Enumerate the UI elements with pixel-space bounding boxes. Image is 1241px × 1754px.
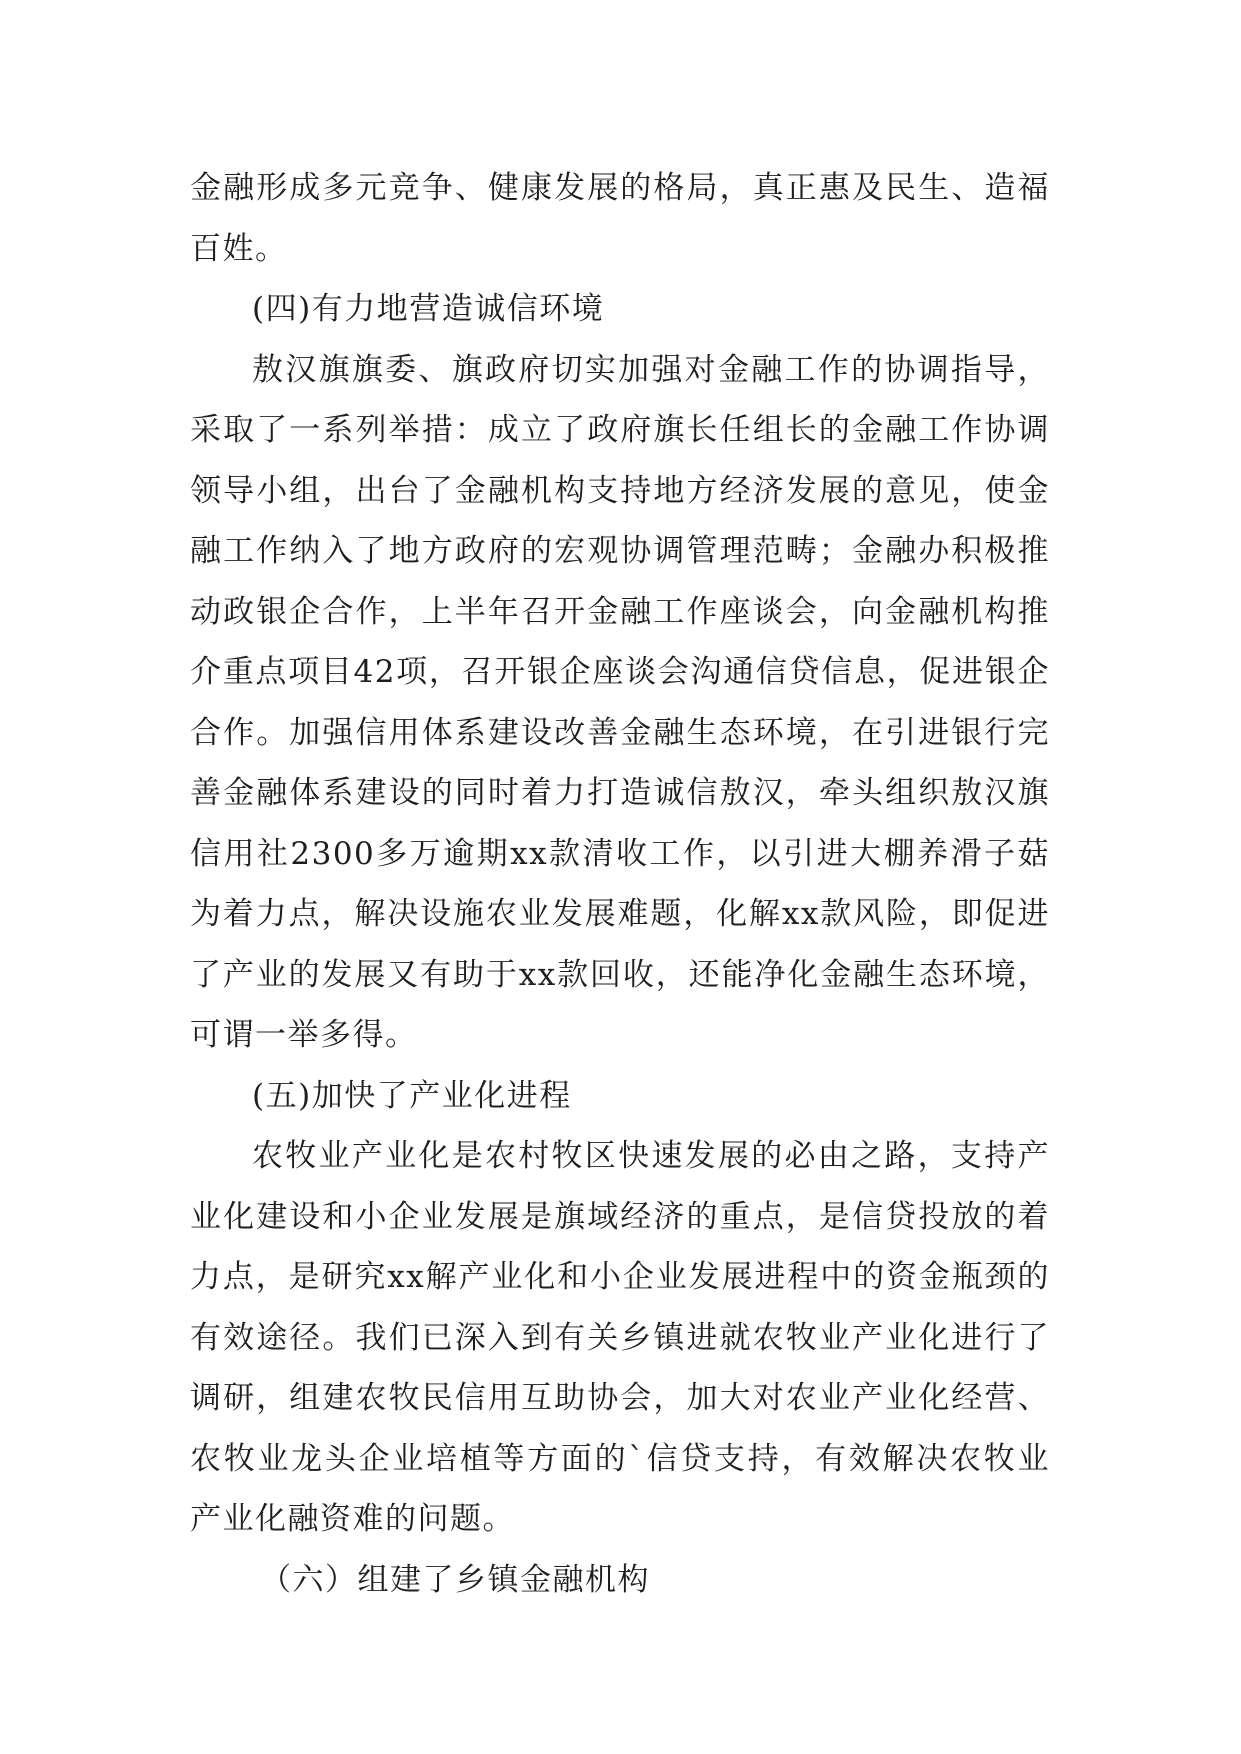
paragraph-credit-environment: 敖汉旗旗委、旗政府切实加强对金融工作的协调指导，采取了一系列举措：成立了政府旗长任组长的金融工作协调领导小组，出台了金融机构支持地方经济发展的意见，使金融工作纳入了地方政府的宏观协调管理范畴；金融办积极推动政银企合作，上半年召开金融工作座谈会，向金融机构推介重点项目42项，召开银企座谈会沟通信贷信息，促进银企合作。加强信用体系建设改善金融生态环境，在引进银行完善金融体系建设的同时着力打造诚信敖汉，牵头组织敖汉旗信用社2300多万逾期xx款清收工作，以引进大棚养滑子菇为着力点，解决设施农业发展难题，化解xx款风险，即促进了产业的发展又有助于xx款回收，还能净化金融生态环境，可谓一举多得。 [190,351,1050,1053]
section-heading-6: （六）组建了乡镇金融机构 [260,1561,650,1598]
section-heading-5: (五)加快了产业化进程 [252,1077,572,1114]
document-body [190,158,1050,1610]
section-heading-4: (四)有力地营造诚信环境 [252,291,605,327]
paragraph-industrialization: 农牧业产业化是农村牧区快速发展的必由之路，支持产业化建设和小企业发展是旗域经济的重点，是信贷投放的着力点，是研究xx解产业化和小企业发展进程中的资金瓶颈的有效途径。我们已深入到有关乡镇进就农牧业产业化进行了调研，组建农牧民信用互助协会，加大对农业产业化经营、农牧业龙头企业培植等方面的`信贷支持，有效解决农牧业产业化融资难的问题。 [190,1138,1050,1537]
paragraph-continuation: 金融形成多元竞争、健康发展的格局，真正惠及民生、造福百姓。 [190,170,1050,267]
